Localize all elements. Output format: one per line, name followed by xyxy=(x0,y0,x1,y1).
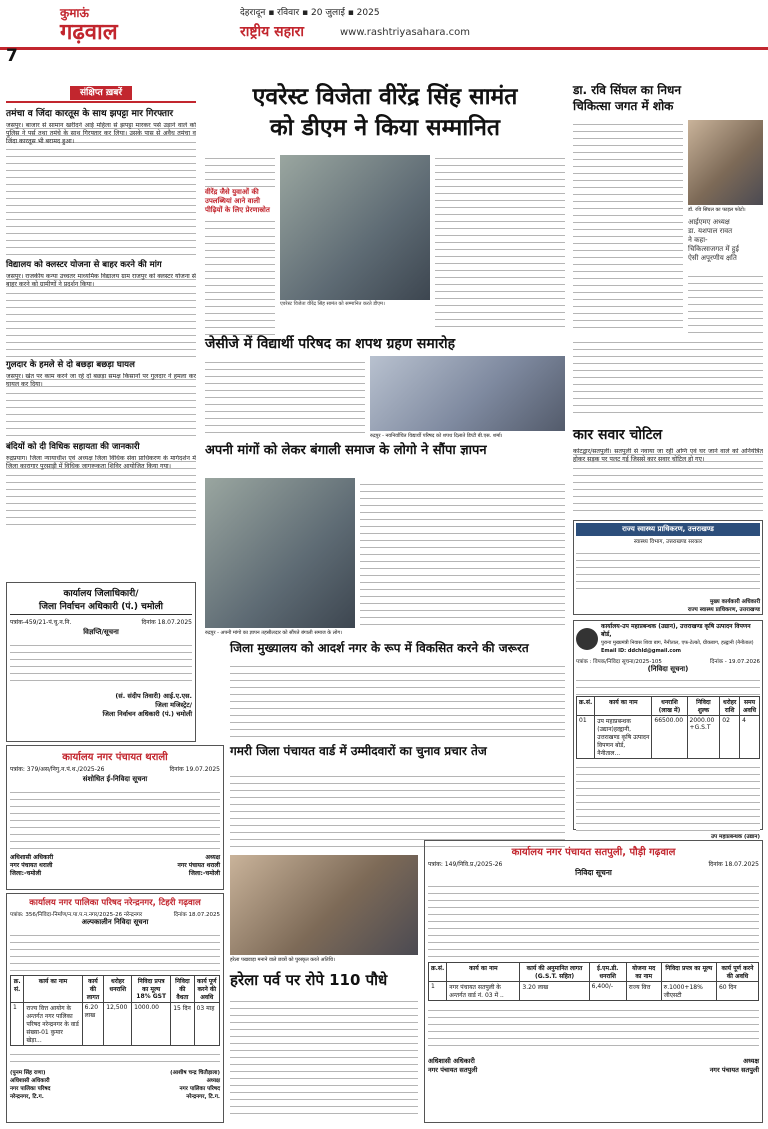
obit-headline-1: डा. रवि सिंघल का निधन xyxy=(573,83,682,97)
brand-main: गढ़वाल xyxy=(60,19,118,45)
lead-body-2 xyxy=(205,230,275,335)
lead-headline-2: को डीएम ने किया सम्मानित xyxy=(269,115,501,141)
brief-news-column xyxy=(6,78,196,525)
lead-story xyxy=(205,82,565,144)
bengali-caption: रुद्रपुर - अपनी मांगो का ज्ञापन तहसीलदार को सौंपते बंगाली समाज के लोग। xyxy=(205,630,343,636)
satpuli-cell: 3.20 लाख xyxy=(520,982,589,1001)
udyan-cell: 4 xyxy=(740,716,760,759)
udyan-logo-icon xyxy=(576,628,598,650)
website-url: www.rashtriyasahara.com xyxy=(340,27,471,38)
notice-heading-2: जिला निर्वाचन अधिकारी (पं.) चमोली xyxy=(10,599,192,615)
satpuli-notice xyxy=(424,840,763,1123)
obit-body-2 xyxy=(688,270,763,333)
nn-note xyxy=(10,1048,220,1066)
brief-title-4: बंदियों को दी विधिक सहायता की जानकारी xyxy=(6,442,140,452)
obit-subhead xyxy=(688,218,763,263)
satpuli-col: कार्य की अनुमानित लागत (G.S.T. सहित) xyxy=(520,963,589,982)
satpuli-heading: कार्यालय नगर पंचायत सतपुली, पौड़ी गढ़वाल xyxy=(511,847,676,858)
nn-heading: कार्यालय नगर पालिका परिषद नरेन्द्रनगर, टिहरी गढ़वाल xyxy=(29,898,201,908)
nn-left-sign-4: नरेन्द्रनगर, टि.ग. xyxy=(10,1094,44,1100)
notice-title: विज्ञप्ति/सूचना xyxy=(83,628,119,636)
udyan-col: निविदा शुल्क xyxy=(687,697,720,716)
tharali-left-sign-2: नगर पंचायत थराली xyxy=(10,862,53,869)
obit-sub-2: डा. यशपाल रावत xyxy=(688,227,733,235)
lead-headline-1: एवरेस्ट विजेता वीरेंद्र सिंह सामंत xyxy=(252,84,518,110)
udyan-ref: पत्रांक : विपक/निविदा सूचना/2025-105 xyxy=(576,659,662,665)
brief-body-2: जसपुर। राजकीय कन्या उच्चतर माध्यमिक विद्यालय ग्राम राजपुर को क्लस्टर योजना से बाहर करने को ग्रामीणों ने प्रदर्शन किया। xyxy=(6,273,196,357)
udyan-col: समय अवधि xyxy=(740,697,760,716)
tharali-date: दिनांक 19.07.2025 xyxy=(169,766,220,773)
health-title: राज्य स्वास्थ्य प्राधिकरण, उत्तराखण्ड xyxy=(576,523,760,536)
obit-photo xyxy=(688,120,763,205)
car-headline: कार सवार चोटिल xyxy=(573,427,663,443)
nn-right-sign: (आशीष चन्द्र चितौड़ाला) xyxy=(170,1070,220,1076)
udyan-sign: उप महाप्रबन्धक (उद्यान) xyxy=(711,834,760,840)
nn-cell: 12,500 xyxy=(104,1003,132,1046)
bengali-photo xyxy=(205,478,355,628)
udyan-intro xyxy=(576,674,760,696)
satpuli-col: क्र.सं. xyxy=(429,963,447,982)
brief-title-3: गुलदार के हमले से दो बछड़ा बछड़ा घायल xyxy=(6,360,135,370)
obit-sub-1: आईएमए अध्यक्ष xyxy=(688,218,730,226)
tharali-right-sign: अध्यक्ष xyxy=(205,854,220,861)
satpuli-right-sign-2: नगर पंचायत सतपुली xyxy=(709,1066,759,1074)
nn-table xyxy=(10,975,220,1046)
nn-date: दिनांक 18.07.2025 xyxy=(173,912,220,918)
nn-right-sign-2: अध्यक्ष xyxy=(206,1078,220,1084)
satpuli-right-sign: अध्यक्ष xyxy=(743,1057,759,1065)
satpuli-col: कार्य का नाम xyxy=(447,963,520,982)
obit-headline-2: चिकित्सा जगत में शोक xyxy=(573,99,674,113)
tharali-body xyxy=(10,786,220,850)
tharali-left-sign: अधिशासी अधिकारी xyxy=(10,854,54,861)
satpuli-cell: राज्य वित्त xyxy=(626,982,661,1001)
udyan-cell: 2000.00 +G.S.T xyxy=(687,716,720,759)
satpuli-date: दिनांक 18.07.2025 xyxy=(708,861,759,868)
health-body xyxy=(576,547,760,595)
brief-title-2: विद्यालय को क्लस्टर योजना से बाहर करने की मांग xyxy=(6,260,162,270)
bengali-body xyxy=(360,478,565,626)
car-body: कोटद्वार/सतपुली। सतपुली से नवाया जा रही अग्नि एवं घर जाने वाले को अनियंत्रित होकर सड़क पर पलट गई जिससे कार सवार चोटिल हो गए। xyxy=(573,448,763,516)
obit-body-3 xyxy=(573,336,763,416)
satpuli-table xyxy=(428,962,759,1001)
notice-body xyxy=(10,639,192,687)
jesim-body xyxy=(205,356,365,434)
udyan-notice xyxy=(573,620,763,840)
obit-sub-5: ऐसी अपूरणीय क्षति xyxy=(688,254,737,262)
notice-ref: पत्रांक-459/21-पं.चु.न.नि. xyxy=(10,619,72,626)
satpuli-col: कार्य पूर्ण करने की अवधि xyxy=(716,963,758,982)
nn-cell: 03 माह xyxy=(194,1003,219,1046)
satpuli-col: निविदा प्रपत्र का मूल्य xyxy=(661,963,716,982)
hq-body xyxy=(230,660,565,740)
jesim-caption: रुद्रपुर - नवनिर्वाचित विद्यार्थी परिषद को शपथ दिलाते डिप्टी बी.एस. शर्मा। xyxy=(370,433,503,439)
nn-left-sign-2: अधिशासी अधिकारी xyxy=(10,1078,50,1084)
notice-sign: (सं. संदीप तिवारी) आई.ए.एस. xyxy=(115,692,192,700)
jesim-photo xyxy=(370,356,565,431)
nn-col: कार्य का नाम xyxy=(24,976,82,1003)
plants-body xyxy=(230,995,418,1120)
udyan-mid: पुराना मुख्यमंत्री निवास शिवा बाग, नैनीताल, एफ-टेल्को, ग्रीकबाग, हल्द्वानी (नैनीताल) xyxy=(601,640,754,646)
tharali-title: संशोधित ई-निविदा सूचना xyxy=(82,775,148,783)
notice-tharali xyxy=(6,745,224,890)
hq-headline: जिला मुख्यालय को आदर्श नगर के रूप में विकसित करने की जरूरत xyxy=(230,641,529,655)
health-sign-2: राज्य स्वास्थ्य प्राधिकरण, उत्तराखण्ड xyxy=(687,607,760,613)
brief-label: संक्षिप्त ख़बरें xyxy=(70,86,132,100)
plants-caption: हरेला पखवाड़ा मनाने वाले छात्रों को पुरस्कृत करते अतिथि। xyxy=(230,957,335,963)
satpuli-cell: 1 xyxy=(429,982,447,1001)
obit-story xyxy=(573,82,763,114)
tharali-right-sign-2: नगर पंचायत थराली xyxy=(177,862,220,869)
tharali-heading: कार्यालय नगर पंचायत थराली xyxy=(62,752,168,763)
plants-headline: हरेला पर्व पर रोपे 110 पौधे xyxy=(230,971,388,989)
nn-cell: 6.20 लाख xyxy=(82,1003,104,1046)
nn-right-sign-4: नरेन्द्रनगर, टि.ग. xyxy=(186,1094,220,1100)
udyan-cell: 02 xyxy=(720,716,740,759)
notice-sign-2: जिला मजिस्ट्रेट/ xyxy=(155,701,192,709)
satpuli-cell: रु.1000+18% जीएसटी xyxy=(661,982,716,1001)
brief-body-4: रुद्रप्रयाग। जिला न्यायाधीश एवं अध्यक्ष जिला विधिक सेवा प्राधिकरण के मार्गदर्शन में जिला कारागार पुरसाड़ी में विधिक जागरूकता शिविर आयोजित किया गया। xyxy=(6,455,196,525)
satpuli-col: ई.एम.डी. धनराशि xyxy=(589,963,626,982)
health-subtitle: स्वास्थ्य विभाग, उत्तराखण्ड सरकार xyxy=(633,539,703,545)
notice-chamoli xyxy=(6,582,196,742)
udyan-title: (निविदा सूचना) xyxy=(647,665,689,673)
garmi-headline: गमरी जिला पंचायत वार्ड में उम्मीदवारों का चुनाव प्रचार तेज xyxy=(230,744,487,758)
plants-photo xyxy=(230,855,418,955)
nn-col: निविदा की वैधता xyxy=(171,976,194,1003)
udyan-email: Email ID: ddchld@gmail.com xyxy=(601,648,681,654)
health-sign: मुख्य कार्यकारी अधिकारी xyxy=(709,599,760,605)
lead-photo xyxy=(280,155,430,300)
notice-date: दिनांक 18.07.2025 xyxy=(141,619,192,626)
satpuli-left-sign-2: नगर पंचायत सतपुली xyxy=(428,1066,478,1074)
satpuli-col: योजना मद का नाम xyxy=(626,963,661,982)
obit-body-1 xyxy=(573,118,683,333)
notice-heading-1: कार्यालय जिलाधिकारी/ xyxy=(63,589,139,599)
lead-subhead: वीरेंद्र जैसे युवाओं की उपलब्धियां आने वाली पीढ़ियों के लिए प्रेरणास्रोत xyxy=(205,188,275,215)
tharali-right-sign-3: जिला:-चमोली xyxy=(188,870,220,877)
udyan-col: धरोहर राशि xyxy=(720,697,740,716)
nn-body xyxy=(10,929,220,973)
narendranagar-notice xyxy=(6,893,224,1123)
nn-ref: पत्रांक: 356/निविदा-निर्माण/न.पा.प.न.नगर/2025-26 नरेन्द्रनगर xyxy=(10,912,143,918)
nn-right-sign-3: नगर पालिका परिषद xyxy=(179,1086,220,1092)
nn-col: धरोहर धनराशि xyxy=(104,976,132,1003)
jesim-headline: जेसीजे में विद्यार्थी परिषद का शपथ ग्रहण समारोह xyxy=(205,336,456,352)
udyan-col: कार्य का नाम xyxy=(595,697,652,716)
satpuli-left-sign: अधिशासी अधिकारी xyxy=(428,1057,475,1065)
nn-title: अल्पकालीन निविदा सूचना xyxy=(81,918,149,926)
udyan-cell: 01 xyxy=(577,716,595,759)
nn-cell: राज्य वित्त आयोग के अन्तर्गत नगर पालिका परिषद नरेन्द्रनगर के वार्ड संख्या-01 कुमार खेड़ा... xyxy=(24,1003,82,1046)
nn-cell: 15 दिन xyxy=(171,1003,194,1046)
dateline: देहरादून ▪ रविवार ▪ 20 जुलाई ▪ 2025 xyxy=(240,8,380,18)
nn-cell: 1000.00 xyxy=(132,1003,171,1046)
garmi-body xyxy=(230,770,565,850)
udyan-terms xyxy=(576,761,760,831)
health-notice xyxy=(573,520,763,615)
tharali-left-sign-3: जिला:-चमोली xyxy=(10,870,42,877)
udyan-cell: उप महाप्रबन्धक (उद्यान)हल्द्वानी, उत्तराखण्ड कृषि उत्पादन विपणन बोर्ड, नैनीताल... xyxy=(595,716,652,759)
satpuli-cell: नगर पंचायत सतपुली के अन्तर्गत वार्ड नं. 03 में .. xyxy=(447,982,520,1001)
satpuli-cell: 60 दिन xyxy=(716,982,758,1001)
udyan-table xyxy=(576,696,760,759)
satpuli-body xyxy=(428,880,759,960)
udyan-cell: 66500.00 xyxy=(652,716,687,759)
brief-body-3: जसपुर। खेत पर काम करने जा रहे दो बछड़ा समक्ष किसानों पर गुलदार ने हमला कर घायल कर दिया। xyxy=(6,373,196,439)
brand-top: कुमाऊं xyxy=(60,6,89,20)
udyan-col: क्र.सं. xyxy=(577,697,595,716)
nn-left-sign: (पुनम सिंह राणा) xyxy=(10,1070,46,1076)
tharali-ref: पत्रांक: 379/अस/निगु.न.पं.थ./2025-26 xyxy=(10,766,105,773)
nn-col: क्र. सं. xyxy=(11,976,24,1003)
page-number: 7 xyxy=(6,46,18,66)
nn-cell: 1 xyxy=(11,1003,24,1046)
nn-col: कार्य की लागत xyxy=(82,976,104,1003)
obit-sub-4: चिकित्साजगत में हुई xyxy=(688,245,739,253)
bengali-headline: अपनी मांगों को लेकर बंगाली समाज के लोगो ने सौंपा ज्ञापन xyxy=(205,443,487,458)
satpuli-ref: पत्रांक: 149/निवि.प्र./2025-26 xyxy=(428,861,503,868)
brief-title-1: तमंचा व जिंदा कारतूस के साथ झपट्टा मार गिरफ्तार xyxy=(6,109,174,119)
lead-caption: एवरेस्ट विजेता वीरेंद्र सिंह सामंत को सम्मानित करते डीएम। xyxy=(280,301,385,307)
udyan-col: धनराशि (लाख में) xyxy=(652,697,687,716)
nn-col: कार्य पूर्ण करने की अवधि xyxy=(194,976,219,1003)
notice-sign-3: जिला निर्वाचन अधिकारी (पं.) चमोली xyxy=(102,710,192,718)
satpuli-cell: 6,400/- xyxy=(589,982,626,1001)
udyan-date: दिनांक - 19.07.2026 xyxy=(709,659,760,665)
brief-body-1: जसपुर। बाजार से सामान खरीदने आई महिला से झपट्टा मारकर पर्स उड़ाने वाले को पुलिस ने पर्स तथा तमंचे के साथ गिरफ्तार कर लिया। उसके पास से अवैध तमंचा व जिंदा कारतूस भी बरामद हुआ। xyxy=(6,122,196,257)
nn-col: निविदा प्रपत्र का मूल्य 18% GST xyxy=(132,976,171,1003)
obit-caption: डॉ. रवि सिंघल का फाइल फोटो। xyxy=(688,207,746,213)
udyan-top: कार्यालय-उप महाप्रबन्धक (उद्यान), उत्तराखण्ड कृषि उत्पादन विपणन बोर्ड, xyxy=(601,623,751,638)
lead-body-3 xyxy=(435,152,565,332)
obit-sub-3: ने कहा- xyxy=(688,236,708,244)
nn-left-sign-3: नगर पालिका परिषद xyxy=(10,1086,51,1092)
satpuli-terms xyxy=(428,1004,759,1052)
newspaper-name: राष्ट्रीय सहारा xyxy=(240,24,305,40)
satpuli-title: निविदा सूचना xyxy=(575,868,612,877)
